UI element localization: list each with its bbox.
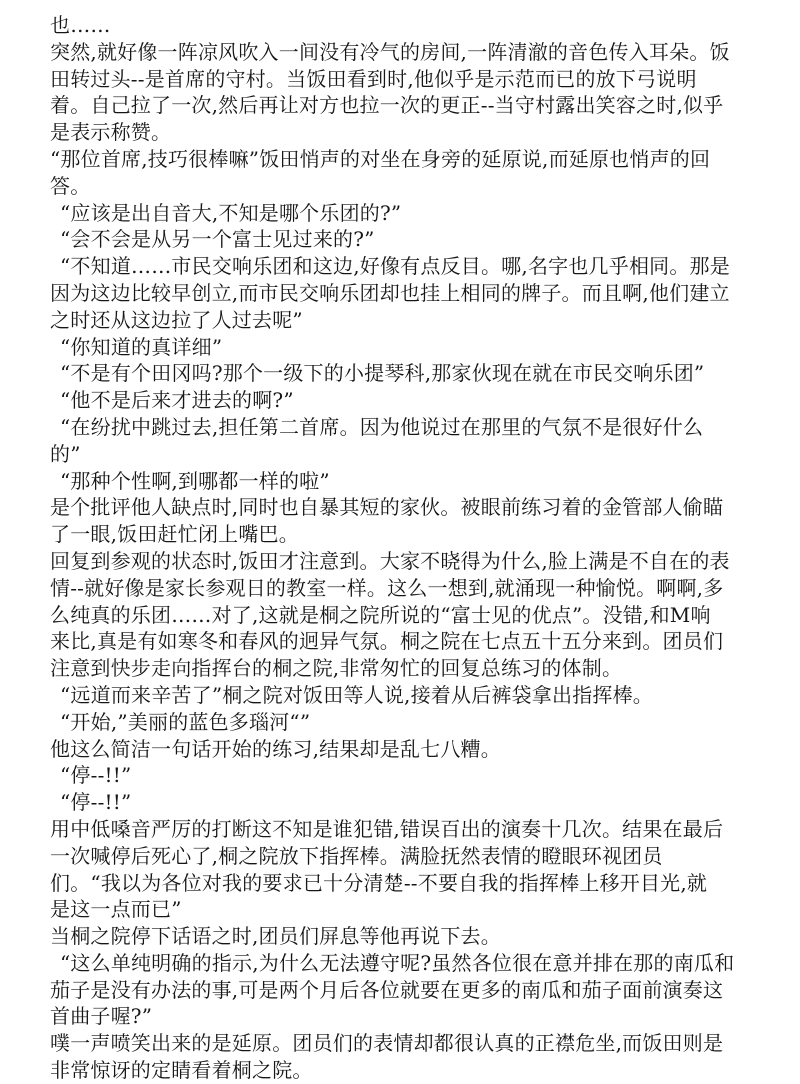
text-line: “在纷扰中跳过去,担任第二首席。因为他说过在那里的气氛不是很好什么 [60, 414, 704, 439]
text-line: “你知道的真详细” [60, 334, 223, 359]
text-line: 是表示称赞。 [50, 120, 172, 145]
text-line: 一次喊停后死心了,桐之院放下指挥棒。满脸抚然表情的瞪眼环视团员 [50, 843, 663, 868]
text-line: “会不会是从另一个富士见过来的?” [60, 227, 375, 252]
text-line: 是个批评他人缺点时,同时也自暴其短的家伙。被眼前练习着的金管部人偷瞄 [50, 495, 724, 520]
text-line: 噗一声喷笑出来的是延原。团员们的表情却都很认真的正襟危坐,而饭田则是 [50, 1031, 724, 1056]
text-line: 茄子是没有办法的事,可是两个月后各位就要在更多的南瓜和茄子面前演奏这 [50, 977, 724, 1002]
text-line: 首曲子喔?” [50, 1004, 153, 1029]
text-line: 田转过头--是首席的守村。当饭田看到时,他似乎是示范而已的放下弓说明 [50, 66, 697, 91]
text-line: 着。自己拉了一次,然后再让对方也拉一次的更正--当守村露出笑容之时,似乎 [50, 93, 724, 118]
text-line: “他不是后来才进去的啊?” [60, 388, 294, 413]
text-line: 是这一点而已” [50, 897, 182, 922]
document-page [50, 12, 758, 1084]
text-line: “那位首席,技巧很棒嘛”饭田悄声的对坐在身旁的延原说,而延原也悄声的回 [50, 146, 711, 171]
text-line: 因为这边比较早创立,而市民交响乐团却也挂上相同的牌子。而且啊,他们建立 [50, 280, 730, 305]
text-line: 来比,真是有如寒冬和春风的迥异气氛。桐之院在七点五十五分来到。团员们 [50, 629, 724, 654]
text-line: “停--!!” [60, 763, 132, 788]
text-line: 也…… [50, 13, 111, 37]
text-line: 的” [50, 441, 81, 466]
text-line: 注意到快步走向指挥台的桐之院,非常匆忙的回复总练习的体制。 [50, 656, 623, 681]
text-line: “应该是出自音大,不知是哪个乐团的?” [60, 200, 402, 225]
text-line: 当桐之院停下话语之时,团员们屏息等他再说下去。 [50, 924, 501, 949]
text-line: 他这么简洁一句话开始的练习,结果却是乱七八糟。 [50, 736, 501, 761]
text-line: 之时还从这边拉了人过去呢” [50, 307, 303, 332]
text-line: 回复到参观的状态时,饭田才注意到。大家不晓得为什么,脸上满是不自在的表 [50, 548, 730, 573]
text-line: “停--!!” [60, 790, 132, 815]
text-line: 们。“我以为各位对我的要求已十分清楚--不要自我的指挥棒上移开目光,就 [50, 870, 708, 895]
text-line: 么纯真的乐团……对了,这就是桐之院所说的“富士见的优点”。没错,和M响 [50, 602, 711, 627]
text-line: 用中低嗓音严厉的打断这不知是谁犯错,错误百出的演奏十几次。结果在最后 [50, 816, 724, 841]
text-line: 非常惊讶的定睛看着桐之院。 [50, 1058, 313, 1083]
text-line: 情--就好像是家长参观日的教室一样。这么一想到,就涌现一种愉悦。啊啊,多 [50, 575, 724, 600]
text-line: “不是有个田冈吗?那个一级下的小提琴科,那家伙现在就在市民交响乐团” [60, 361, 705, 386]
text-line: “不知道……市民交响乐团和这边,好像有点反目。哪,名字也几乎相同。那是 [60, 254, 730, 279]
text-line: “开始,”美丽的蓝色多瑙河“” [60, 709, 311, 734]
text-line: “远道而来辛苦了”桐之院对饭田等人说,接着从后裤袋拿出指挥棒。 [60, 682, 654, 707]
text-line: “这么单纯明确的指示,为什么无法遵守呢?虽然各位很在意并排在那的南瓜和 [60, 950, 735, 975]
text-line: 突然,就好像一阵凉风吹入一间没有冷气的房间,一阵清澈的音色传入耳朵。饭 [50, 39, 730, 64]
text-line: 了一眼,饭田赶忙闭上嘴巴。 [50, 522, 299, 547]
text-line: “那种个性啊,到哪都一样的啦” [60, 468, 330, 493]
text-line: 答。 [50, 173, 91, 198]
